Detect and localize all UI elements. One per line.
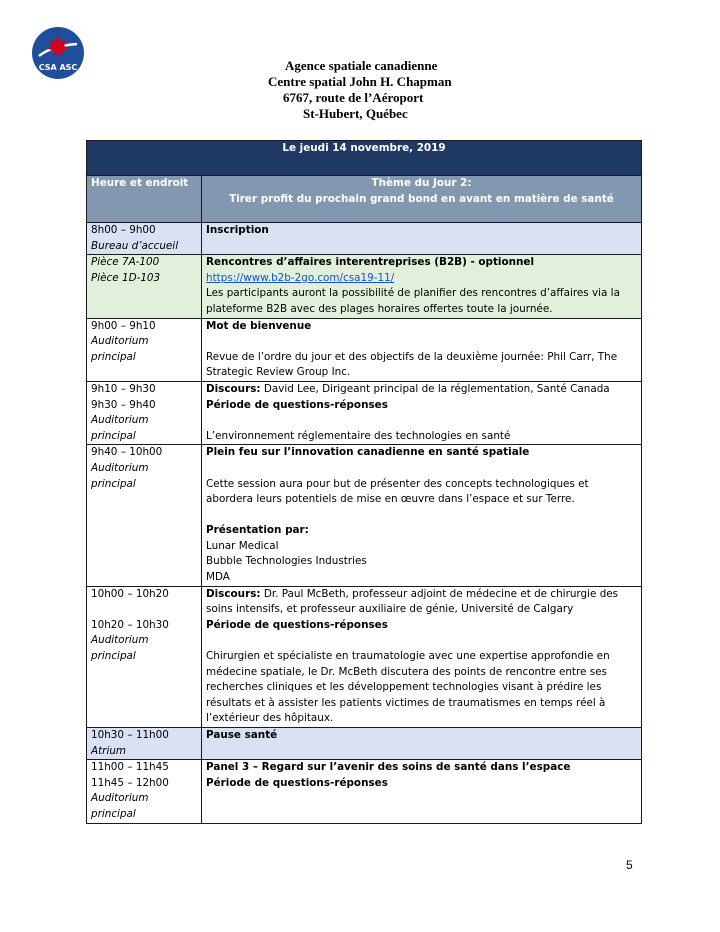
row-time-place: 9h00 – 9h10 Auditorium principal	[87, 318, 202, 381]
session-title: Pause santé	[206, 729, 278, 741]
session-title: Plein feu sur l’innovation canadienne en santé spatiale	[206, 446, 530, 459]
table-row	[87, 381, 642, 444]
schedule-table	[86, 140, 642, 824]
table-row	[87, 318, 642, 381]
qa-label: Période de questions-réponses	[206, 398, 388, 411]
b2b-link[interactable]: https://www.b2b-2go.com/csa19-11/	[206, 271, 395, 284]
row-time-place: 10h00 – 10h20 10h20 – 10h30 Auditorium principal	[87, 586, 202, 727]
session-title: Panel 3 – Regard sur l’avenir des soins de santé dans l’espace	[206, 761, 571, 774]
row-time-place: 8h00 – 9h00 Bureau d’accueil	[87, 223, 202, 255]
presenter: Bubble Technologies Industries	[206, 555, 367, 568]
row-content: Rencontres d’affaires interentreprises (B2B) - optionnel https://www.b2b-2go.com/csa19-11/ Les participants auront la possibilité de planifier des rencontres d’affaires via la plateforme B2B avec des plages horaires offertes toute la journée.	[202, 255, 642, 318]
speaker-label: Discours:	[206, 587, 261, 600]
page-number: 5	[626, 858, 633, 872]
session-title: Rencontres d’affaires interentreprises (B2B) - optionnel	[206, 256, 535, 269]
row-time-place: 9h40 – 10h00 Auditorium principal	[87, 445, 202, 586]
col-header-theme: Thème du Jour 2: Tirer profit du prochain grand bond en avant en matière de santé	[202, 176, 642, 223]
speaker-name: Dr. Paul McBeth, professeur adjoint de médecine et de chirurgie des	[260, 587, 619, 600]
row-content: Discours: Dr. Paul McBeth, professeur adjoint de médecine et de chirurgie des soins intensifs, et professeur auxiliaire de génie, Université de Calgary Période de questions-réponses Chirurgien et spécialiste en traumatologie avec une expertise approfondie en médecine spatiale, le Dr. McBeth discutera des points de rencontre entre ses recherches cliniques et les développement technologies visant à prédire les résultats et à assister les patients victimes de traumatismes en temps réel à l’extérieur des hôpitaux.	[202, 586, 642, 727]
table-row	[87, 223, 642, 255]
speaker-name: David Lee, Dirigeant principal de la réglementation, Santé Canada	[260, 382, 610, 395]
qa-label: Période de questions-réponses	[206, 618, 388, 631]
row-content: Discours: David Lee, Dirigeant principal de la réglementation, Santé Canada Période de questions-réponses L’environnement réglementaire des technologies en santé	[202, 381, 642, 444]
row-time-place: 9h10 – 9h30 9h30 – 9h40 Auditorium principal	[87, 381, 202, 444]
csa-asc-logo	[31, 26, 85, 80]
svg-text:CSA ASC: CSA ASC	[38, 63, 78, 72]
speaker-label: Discours:	[206, 382, 261, 395]
presenter: MDA	[206, 571, 230, 584]
table-row	[87, 255, 642, 318]
row-time-place: 10h30 – 11h00 Atrium	[87, 728, 202, 760]
header-line-1: Agence spatiale canadienne	[285, 58, 438, 73]
presenter: Lunar Medical	[206, 539, 279, 552]
table-header-row	[87, 176, 642, 223]
table-title: Le jeudi 14 novembre, 2019	[87, 141, 642, 176]
row-time-place: 11h00 – 11h45 11h45 – 12h00 Auditorium principal	[87, 760, 202, 823]
table-row	[87, 760, 642, 823]
header-line-2: Centre spatial John H. Chapman	[268, 74, 452, 89]
table-row	[87, 586, 642, 727]
header-line-4: St-Hubert, Québec	[303, 106, 408, 121]
table-row	[87, 728, 642, 760]
row-content	[202, 760, 642, 823]
qa-label: Période de questions-réponses	[206, 776, 388, 789]
header-line-3: 6767, route de l’Aéroport	[283, 90, 424, 105]
row-content	[202, 728, 642, 760]
presenters-label: Présentation par:	[206, 524, 309, 537]
row-time-place: Pièce 7A-100 Pièce 1D-103	[87, 255, 202, 318]
session-title: Inscription	[206, 224, 269, 236]
col-header-time-place: Heure et endroit	[87, 176, 202, 223]
row-content: Mot de bienvenue Revue de l’ordre du jour et des objectifs de la deuxième journée: Phil Carr, The Strategic Review Group Inc.	[202, 318, 642, 381]
row-content: Plein feu sur l’innovation canadienne en santé spatiale Cette session aura pour but de présenter des concepts technologiques et abordera leurs potentiels de mise en œuvre dans l’espace et sur Terre. Présentation par: Lunar Medical Bubble Technologies Industries MDA	[202, 445, 642, 586]
session-title: Mot de bienvenue	[206, 319, 312, 332]
row-content	[202, 223, 642, 255]
table-row	[87, 445, 642, 586]
